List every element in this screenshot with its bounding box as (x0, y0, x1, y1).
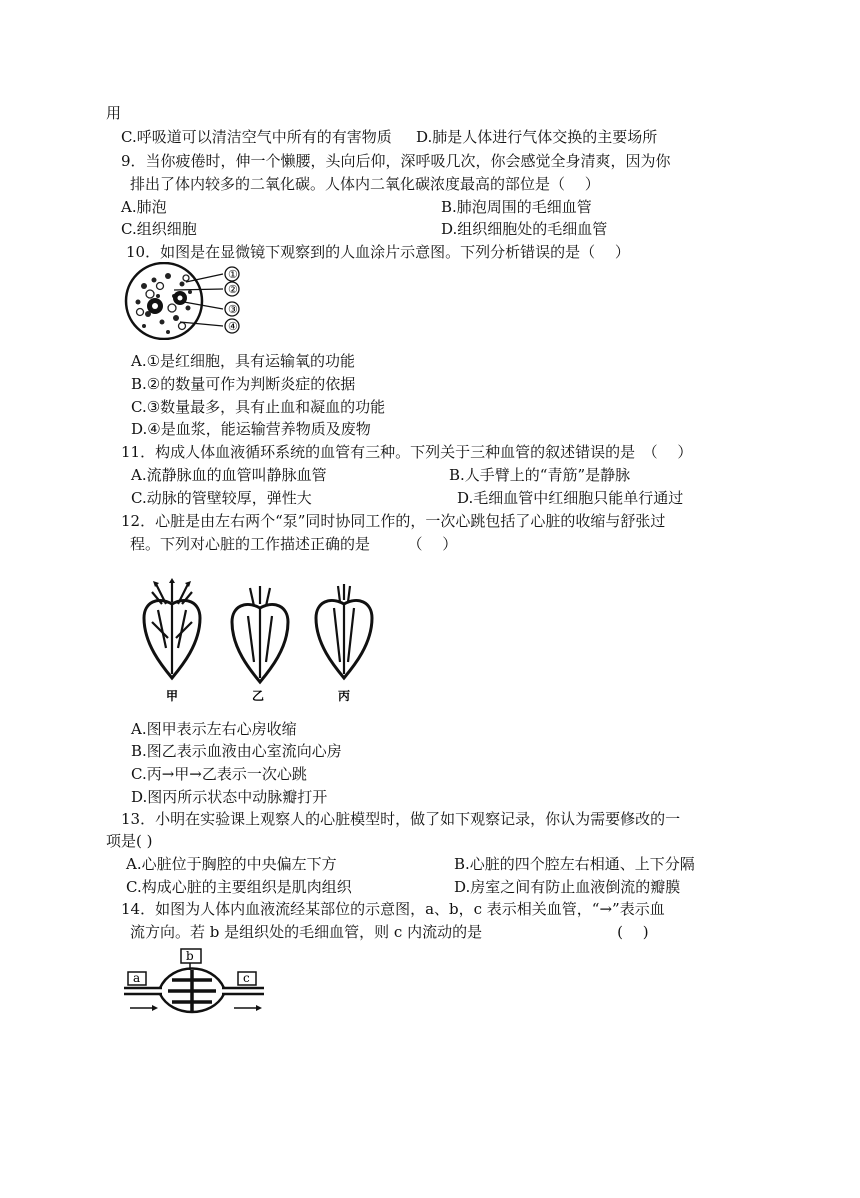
q12-option-a: A.图甲表示左右心房收缩 (131, 720, 297, 738)
figure-label: b (186, 949, 194, 963)
capillary-figure (122, 948, 270, 1016)
heart-stages-figure (138, 578, 380, 706)
q9-stem: 9．当你疲倦时，伸一个懒腰，头向后仰，深呼吸几次，你会感觉全身清爽，因为你 (121, 152, 671, 170)
q14-stem-cont: 流方向。若 b 是组织处的毛细血管，则 c 内流动的是 ( ) (130, 923, 649, 941)
q13-stem-cont: 项是( ) (106, 832, 153, 850)
q12-option-d: D.图丙所示状态中动脉瓣打开 (131, 788, 328, 806)
q12-option-b: B.图乙表示血液由心室流向心房 (131, 742, 342, 760)
q11-option-d: D.毛细血管中红细胞只能单行通过 (457, 489, 684, 507)
q8-option-c: C.呼吸道可以清洁空气中所有的有害物质 (121, 128, 392, 146)
figure-label: 丙 (338, 689, 351, 703)
figure-label: 甲 (166, 689, 179, 703)
blood-smear-figure (124, 262, 249, 340)
q9-option-d: D.组织细胞处的毛细血管 (441, 220, 608, 238)
q11-option-a: A.流静脉血的血管叫静脉血管 (131, 466, 327, 484)
q12-stem-cont: 程。下列对心脏的工作描述正确的是 （ ） (130, 535, 458, 553)
q9-option-c: C.组织细胞 (121, 220, 197, 238)
q10-option-c: C.③数量最多，具有止血和凝血的功能 (131, 398, 386, 416)
q9-stem-cont: 排出了体内较多的二氧化碳。人体内二氧化碳浓度最高的部位是（ ） (130, 175, 600, 193)
q10-option-b: B.②的数量可作为判断炎症的依据 (131, 375, 356, 393)
q13-option-a: A.心脏位于胸腔的中央偏左下方 (126, 855, 337, 873)
figure-label: ④ (228, 320, 238, 333)
q10-option-a: A.①是红细胞，具有运输氧的功能 (131, 352, 356, 370)
figure-label: ② (228, 283, 238, 296)
q11-option-b: B.人手臂上的“青筋”是静脉 (449, 466, 631, 484)
q10-option-d: D.④是血浆，能运输营养物质及废物 (131, 420, 371, 438)
q11-option-c: C.动脉的管壁较厚，弹性大 (131, 489, 312, 507)
q9-option-b: B.肺泡周围的毛细血管 (441, 198, 592, 216)
q10-stem: 10．如图是在显微镜下观察到的人血涂片示意图。下列分析错误的是（ ） (126, 243, 630, 261)
text-line: 用 (106, 104, 122, 122)
q9-option-a: A.肺泡 (121, 198, 167, 216)
q13-option-b: B.心脏的四个腔左右相通、上下分隔 (454, 855, 695, 873)
figure-label: 乙 (252, 689, 265, 703)
q13-option-c: C.构成心脏的主要组织是肌肉组织 (126, 878, 352, 896)
figure-label: a (133, 971, 141, 985)
q14-stem: 14．如图为人体内血液流经某部位的示意图，a、b，c 表示相关血管，“→”表示血 (121, 900, 665, 918)
q13-stem: 13．小明在实验课上观察人的心脏模型时，做了如下观察记录，你认为需要修改的一 (121, 810, 681, 828)
q12-option-c: C.丙→甲→乙表示一次心跳 (131, 765, 307, 783)
figure-label: c (243, 971, 250, 985)
figure-label: ③ (228, 303, 238, 316)
figure-label: ① (228, 268, 238, 281)
q12-stem: 12．心脏是由左右两个“泵”同时协同工作的，一次心跳包括了心脏的收缩与舒张过 (121, 512, 666, 530)
q8-option-d: D.肺是人体进行气体交换的主要场所 (416, 128, 658, 146)
q11-stem: 11．构成人体血液循环系统的血管有三种。下列关于三种血管的叙述错误的是 （ ） (121, 443, 693, 461)
q13-option-d: D.房室之间有防止血液倒流的瓣膜 (454, 878, 681, 896)
